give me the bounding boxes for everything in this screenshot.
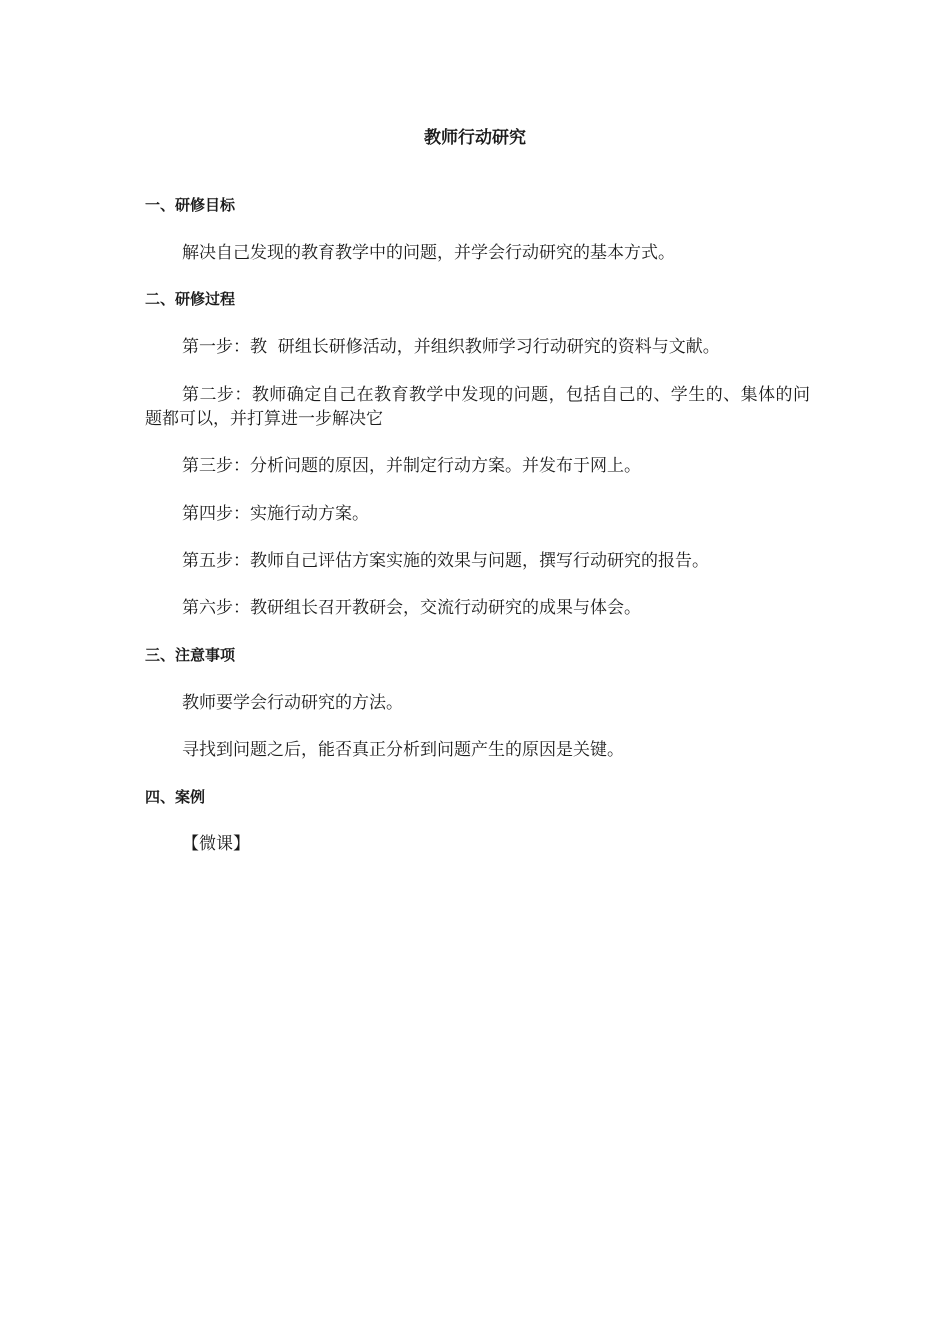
case-micro-lesson: 【微课】: [182, 834, 250, 854]
section-heading-notes: 三、注意事项: [145, 646, 236, 664]
process-step-4: 第四步：实施行动方案。: [182, 504, 369, 524]
process-step-5: 第五步：教师自己评估方案实施的效果与问题，撰写行动研究的报告。: [182, 551, 709, 571]
notes-paragraph-1: 教师要学会行动研究的方法。: [182, 693, 403, 713]
section-heading-case: 四、案例: [145, 788, 206, 806]
process-step-3: 第三步：分析问题的原因，并制定行动方案。并发布于网上。: [182, 456, 641, 476]
notes-paragraph-2: 寻找到问题之后，能否真正分析到问题产生的原因是关键。: [182, 740, 624, 760]
process-step-6: 第六步：教研组长召开教研会，交流行动研究的成果与体会。: [182, 598, 641, 618]
goals-paragraph: 解决自己发现的教育教学中的问题，并学会行动研究的基本方式。: [182, 243, 675, 263]
document-title: 教师行动研究: [424, 128, 526, 148]
process-step-1: 第一步：教 研组长研修活动，并组织教师学习行动研究的资料与文献。: [182, 337, 720, 357]
section-heading-goals: 一、研修目标: [145, 196, 236, 214]
process-step-2: 第二步：教师确定自己在教育教学中发现的问题，包括自己的、学生的、集体的问题都可以，并打算进一步解决它: [145, 385, 810, 429]
section-heading-process: 二、研修过程: [145, 290, 236, 308]
